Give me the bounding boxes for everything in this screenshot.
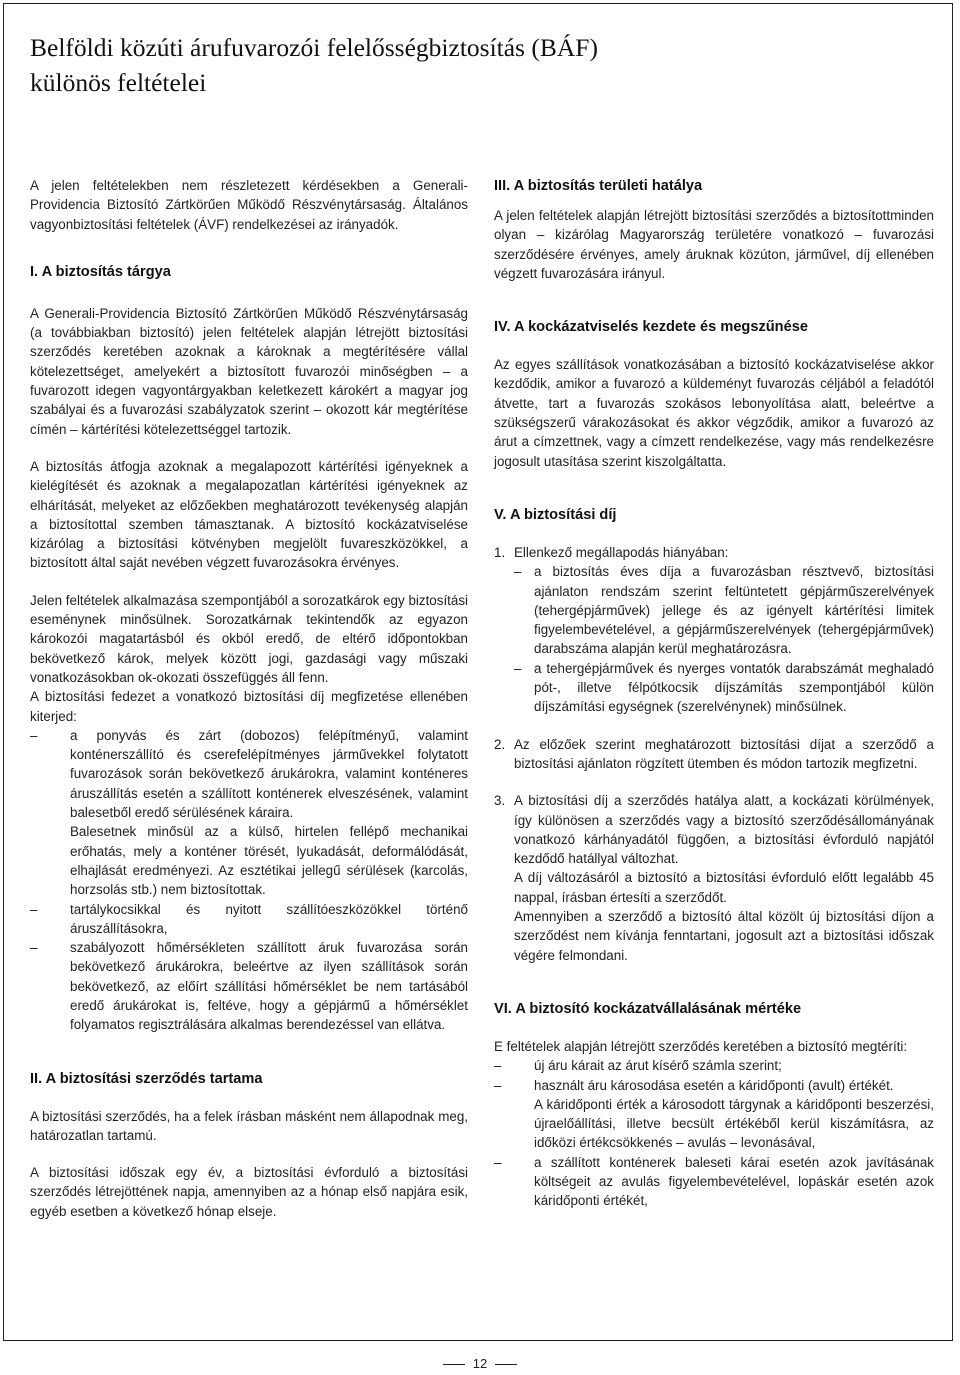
fee-item-3-paragraph-3: Amennyiben a szerződő a biztosító által közölt új biztosítási díjon a szerződést nem kívánja fenntartani, jogosult azt a biztosítási időszak végére felmondani. — [514, 909, 934, 963]
coverage-list-item — [30, 938, 468, 1034]
dash-icon: – — [514, 660, 522, 676]
page-number-text: 12 — [472, 1356, 488, 1371]
section-1-paragraph-2: A biztosítás átfogja azoknak a megalapozott kártérítési igényeknek a kielégítését és azoknak a megalapozatlan kártérítési igényeknek az elhárítását, melyeket az előzőekben meghatározott tevékenység alapján a biztosítottal szemben támasztanak. A biztosító kockázatviselése kizárólag a biztosítási kötvényben megjelölt fuvareszközökkel, a biztosított által saját nevében végzett fuvarozásokra érvényes. — [30, 458, 468, 571]
right-column — [494, 176, 934, 1211]
fee-item-3-number: 3. — [494, 793, 506, 809]
page-number-rule-right — [495, 1364, 517, 1365]
fee-item-1-dash-1: a biztosítás éves díja a fuvarozásban résztvevő, biztosítási ajánlaton rendszám szerint feltüntetett gépjárműszerelvények (tehergépjárművek) jellege és az igényelt kártérítési limitek figyelembevételével, a gépjárműszerelvények (tehergépjárművek) darabszáma alapján kerül meghatározásra. — [534, 564, 934, 657]
fee-item-2-text: Az előzőek szerint meghatározott biztosítási díjat a szerződő a biztosítási ajánlaton rögzített ütemben és módon tartozik megfizetni. — [514, 736, 934, 771]
section-6-heading: VI. A biztosító kockázatvállalásának mértéke — [494, 1000, 802, 1017]
dash-icon: – — [30, 901, 38, 917]
section-2-paragraph-1: A biztosítási szerződés, ha a felek írásban másként nem állapodnak meg, határozatlan tartamú. — [30, 1108, 468, 1143]
compensation-list-item — [494, 1076, 934, 1153]
left-column — [30, 176, 468, 1221]
section-2-heading: II. A biztosítási szerződés tartama — [30, 1070, 263, 1087]
title-line-2: különös feltételei — [30, 68, 207, 97]
compensation-item-2: használt áru károsodása esetén a káridőponti (avult) értékét. — [534, 1077, 894, 1093]
coverage-list-item — [30, 900, 468, 939]
fee-list-item-3 — [494, 791, 934, 965]
coverage-item-3: szabályozott hőmérsékleten szállított áruk fuvarozása során bekövetkező árukárokra, beleértve az ilyen szállítások során bekövetkező, az előírt szállítási hőmérséklet be nem tartásából eredő árukárokat is, feltéve, hogy a gépjármű a hőmérséklet folyamatos regisztrálására alkalmas berendezéssel van ellátva. — [70, 940, 468, 1033]
fee-list-item-2 — [494, 735, 934, 774]
intro-paragraph: A jelen feltételekben nem részletezett kérdésekben a Generali-Providencia Biztosító Zártkörűen Működő Részvénytársaság. Általános vagyonbiztosítási feltételek (ÁVF) rendelkezései az irányadók. — [30, 178, 468, 232]
dash-icon: – — [514, 564, 522, 580]
coverage-list-item — [30, 726, 468, 900]
coverage-item-1-note: Balesetnek minősül az a külső, hirtelen fellépő mechanikai erőhatás, mely a konténer törését, lyukadását, deformálódását, elhajlását eredményezi. Az esztétikai jellegű sérülések (karcolás, horzsolás stb.) nem biztosítottak. — [70, 824, 468, 898]
page-number — [0, 1356, 960, 1371]
section-1-paragraph-1: A Generali-Providencia Biztosító Zártkörűen Működő Részvénytársaság (a továbbiakban biztosító) jelen feltételek alapján létrejött biztosítási szerződés keretében azoknak a károknak a megtérítésére vállal kötelezettséget, amelyekért a biztosított fuvarozói minőségben – a fuvarozott idegen vagyontárgyakban keletkezett károkért a magyar jog szabályai és a fuvarozási szabályzatok szerint – okozott kár megtérítése címén – kártérítési kötelezettséggel tartozik. — [30, 305, 468, 437]
fee-item-2-number: 2. — [494, 736, 506, 752]
section-6-paragraph-1: E feltételek alapján létrejött szerződés keretében a biztosító megtéríti: — [494, 1038, 908, 1054]
section-1-paragraph-3: Jelen feltételek alkalmazása szempontjából a sorozatkárok egy biztosítási eseménynek minősülnek. Sorozatkárnak tekintendők az egyazon károkozói magatartásból és okból eredő, de eltérő időpontokban bekövetkező károk, melyek között jogi, gazdasági vagy műszaki vonatkozásokban ok-okozati összefüggés áll fenn. — [30, 592, 468, 685]
coverage-item-1: a ponyvás és zárt (dobozos) felépítményű, valamint konténerszállító és cserefelépítményes járművekkel folytatott fuvarozások során bekövetkező árukárokra, valamint konténeres áruszállítás esetén a szállított konténerek elveszésének, valamint balesetből eredő sérülésének káraira. — [70, 727, 468, 821]
fee-sublist-item — [514, 562, 934, 658]
dash-icon: – — [30, 940, 38, 956]
fee-item-1-number: 1. — [494, 544, 506, 560]
fee-list-item-1 — [494, 543, 934, 717]
coverage-item-2: tartálykocsikkal és nyitott szállítóeszközökkel történő áruszállításokra, — [70, 901, 468, 936]
fee-item-3-text: A biztosítási díj a szerződés hatálya alatt, a kockázati körülmények, így különösen a szerződés vagy a biztosító szerződésállományának vonatkozó kárhányadától függően, a biztosítási évforduló napjától kezdődő hatállyal változhat. — [514, 793, 934, 867]
section-4-paragraph-1: Az egyes szállítások vonatkozásában a biztosító kockázatviselése akkor kezdődik, amikor a fuvarozó a küldeményt fuvarozás céljából a feladótól átvette, tart a fuvarozás szokásos lebonyolítása alatt, beleértve a szükségszerű várakozásokat és akkor végződik, amikor a fuvarozó az árut a címzettnek, vagy a címzett rendelkezése, vagy más rendelkezésre jogosult utasítása szerint kiszolgáltatta. — [494, 357, 934, 469]
dash-icon: – — [494, 1058, 502, 1074]
section-3-paragraph-1: A jelen feltételek alapján létrejött biztosítási szerződés a biztosítottminden olyan – kizárólag Magyarország területére vonatkozó – fuvarozási szerződésére érvényes, amely áruknak közúton, járművel, díj ellenében végzett fuvarozására irányul. — [494, 208, 934, 281]
section-4-heading: IV. A kockázatviselés kezdete és megszűnése — [494, 319, 808, 336]
compensation-item-2-note: A káridőponti érték a károsodott tárgynak a káridőponti beszerzési, újraelőállítási, illetve becsült értékéből kerül kiszámításra, az időközi értékcsökkenés – avulás – levonásával, — [534, 1096, 934, 1151]
compensation-list-item — [494, 1153, 934, 1211]
fee-sublist-item — [514, 659, 934, 717]
page-title — [30, 30, 930, 100]
dash-icon: – — [30, 727, 38, 743]
page-number-rule-left — [443, 1364, 465, 1365]
dash-icon: – — [494, 1154, 502, 1170]
fee-item-3-paragraph-2: A díj változásáról a biztosító a biztosítási évforduló előtt legalább 45 nappal, írásban értesíti a szerződőt. — [514, 870, 934, 905]
section-1-heading: I. A biztosítás tárgya — [30, 263, 171, 280]
fee-item-1-dash-2: a tehergépjárművek és nyerges vontatók darabszámát meghaladó pót-, illetve félpótkocsik díjszámítás szempontjából külön díjszámítási egységnek (szerelvénynek) minősülnek. — [534, 660, 934, 715]
compensation-list-item — [494, 1056, 934, 1075]
title-line-1: Belföldi közúti árufuvarozói felelősségbiztosítás (BÁF) — [30, 33, 598, 62]
section-5-heading: V. A biztosítási díj — [494, 506, 617, 523]
compensation-item-1: új áru kárait az árut kísérő számla szerint; — [534, 1058, 782, 1074]
fee-item-1-text: Ellenkező megállapodás hiányában: — [514, 544, 729, 560]
section-1-paragraph-4: A biztosítási fedezet a vonatkozó biztosítási díj megfizetése ellenében kiterjed: — [30, 689, 468, 724]
dash-icon: – — [494, 1077, 502, 1093]
section-3-heading: III. A biztosítás területi hatálya — [494, 178, 703, 194]
section-2-paragraph-2: A biztosítási időszak egy év, a biztosítási évforduló a biztosítási szerződés létrejöttének napja, amennyiben az a hónap első napjára esik, egyéb esetben a következő hónap elseje. — [30, 1165, 468, 1219]
compensation-item-3: a szállított konténerek baleseti kárai esetén azok javításának költségeit az avulás figyelembevételével, lopáskár esetén azok káridőponti értékét, — [534, 1154, 934, 1209]
